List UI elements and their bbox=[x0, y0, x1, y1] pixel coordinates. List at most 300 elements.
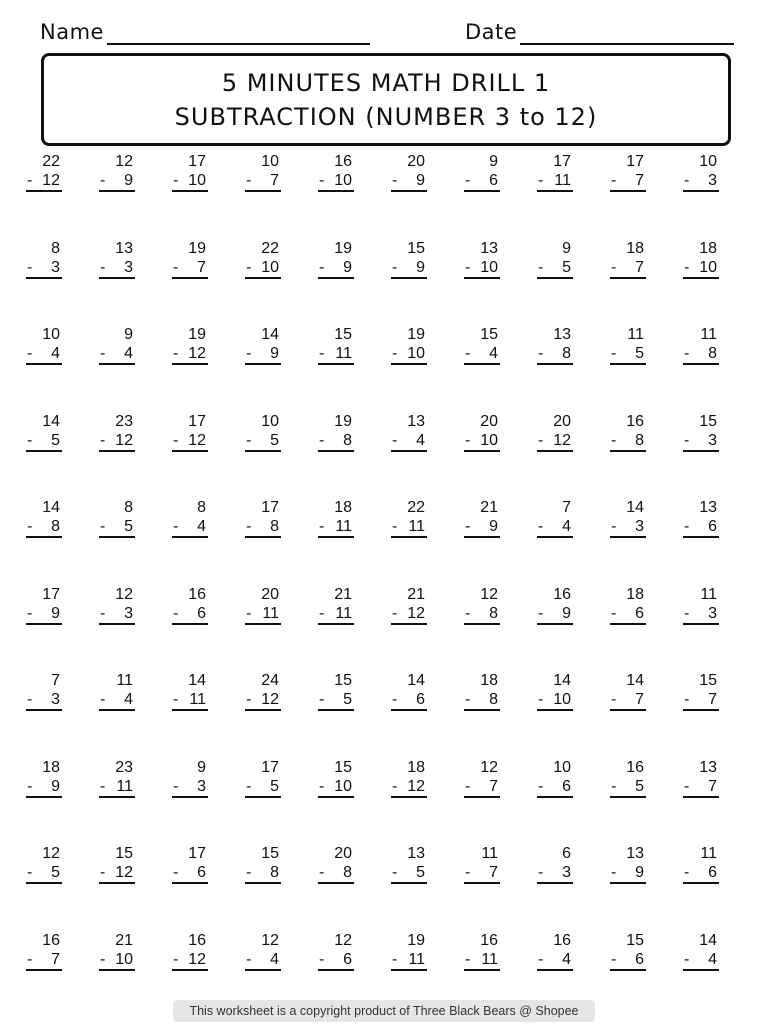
subtrahend-line bbox=[464, 344, 500, 365]
minuend: 10 bbox=[261, 412, 279, 430]
subtrahend: 4 bbox=[124, 691, 133, 708]
minus-sign: - bbox=[392, 777, 398, 795]
subtraction-problem[interactable] bbox=[172, 671, 208, 711]
minus-sign: - bbox=[465, 518, 471, 535]
minuend: 17 bbox=[626, 153, 644, 170]
subtraction-problem[interactable] bbox=[26, 585, 62, 625]
subtraction-problem[interactable] bbox=[172, 844, 208, 884]
problem-row bbox=[26, 671, 756, 758]
subtrahend: 5 bbox=[416, 864, 425, 881]
minus-sign: - bbox=[319, 431, 325, 449]
minus-sign: - bbox=[246, 691, 252, 708]
subtrahend-line bbox=[391, 517, 427, 538]
subtrahend: 5 bbox=[124, 518, 133, 535]
subtrahend: 3 bbox=[562, 864, 571, 881]
minuend: 12 bbox=[115, 585, 133, 603]
subtraction-problem[interactable] bbox=[318, 671, 354, 711]
subtraction-problem[interactable] bbox=[99, 239, 135, 279]
subtraction-problem[interactable] bbox=[683, 671, 719, 711]
subtraction-problem[interactable] bbox=[537, 412, 573, 452]
minus-sign: - bbox=[27, 691, 33, 708]
subtraction-problem[interactable] bbox=[99, 498, 135, 538]
minuend: 19 bbox=[407, 326, 425, 343]
subtraction-problem[interactable] bbox=[26, 671, 62, 711]
subtraction-problem[interactable] bbox=[172, 412, 208, 452]
subtraction-problem[interactable] bbox=[537, 585, 573, 625]
subtraction-problem[interactable] bbox=[172, 931, 208, 971]
subtrahend-line bbox=[26, 690, 62, 711]
minus-sign: - bbox=[684, 864, 690, 881]
subtrahend: 11 bbox=[335, 604, 352, 622]
minus-sign: - bbox=[100, 777, 106, 795]
subtrahend-line bbox=[172, 950, 208, 971]
subtraction-problem[interactable] bbox=[610, 931, 646, 971]
subtrahend: 9 bbox=[416, 172, 425, 189]
subtrahend: 12 bbox=[188, 431, 206, 449]
subtraction-problem[interactable] bbox=[610, 758, 646, 798]
minus-sign: - bbox=[246, 518, 252, 535]
minuend: 12 bbox=[42, 845, 60, 862]
subtrahend: 4 bbox=[708, 950, 717, 968]
subtraction-problem[interactable] bbox=[245, 325, 281, 365]
subtraction-problem[interactable] bbox=[99, 152, 135, 192]
minus-sign: - bbox=[100, 604, 106, 622]
subtraction-problem[interactable] bbox=[683, 758, 719, 798]
subtraction-problem[interactable] bbox=[99, 844, 135, 884]
subtraction-problem[interactable] bbox=[610, 671, 646, 711]
subtrahend: 9 bbox=[489, 518, 498, 535]
subtraction-problem[interactable] bbox=[610, 152, 646, 192]
minuend: 12 bbox=[480, 758, 498, 776]
minuend: 11 bbox=[700, 585, 717, 603]
subtrahend-line bbox=[26, 863, 62, 884]
subtraction-problem[interactable] bbox=[610, 585, 646, 625]
subtrahend-line bbox=[610, 431, 646, 452]
subtraction-problem[interactable] bbox=[537, 844, 573, 884]
subtraction-problem[interactable] bbox=[683, 844, 719, 884]
minuend: 10 bbox=[261, 153, 279, 170]
subtraction-problem[interactable] bbox=[537, 671, 573, 711]
problem-row bbox=[26, 152, 756, 239]
minus-sign: - bbox=[392, 604, 398, 622]
minuend: 17 bbox=[42, 585, 60, 603]
subtrahend-line bbox=[172, 604, 208, 625]
subtrahend: 11 bbox=[189, 691, 206, 708]
subtraction-problem[interactable] bbox=[464, 931, 500, 971]
minus-sign: - bbox=[246, 604, 252, 622]
minus-sign: - bbox=[611, 172, 617, 189]
minus-sign: - bbox=[27, 518, 33, 535]
subtrahend-line bbox=[99, 863, 135, 884]
minuend: 20 bbox=[261, 585, 279, 603]
subtraction-problem[interactable] bbox=[537, 239, 573, 279]
minus-sign: - bbox=[684, 258, 690, 276]
subtrahend-line bbox=[172, 258, 208, 279]
subtraction-problem[interactable] bbox=[391, 325, 427, 365]
subtraction-problem[interactable] bbox=[537, 931, 573, 971]
subtrahend: 6 bbox=[635, 950, 644, 968]
minus-sign: - bbox=[246, 345, 252, 362]
minuend: 19 bbox=[188, 326, 206, 343]
minuend: 23 bbox=[115, 758, 133, 776]
subtraction-problem[interactable] bbox=[26, 325, 62, 365]
minuend: 21 bbox=[480, 499, 498, 516]
subtrahend-line bbox=[99, 517, 135, 538]
subtrahend-line bbox=[318, 517, 354, 538]
minus-sign: - bbox=[538, 345, 544, 362]
subtrahend-line bbox=[245, 863, 281, 884]
subtraction-problem[interactable] bbox=[318, 152, 354, 192]
subtrahend-line bbox=[99, 258, 135, 279]
subtrahend: 4 bbox=[562, 950, 571, 968]
minus-sign: - bbox=[465, 777, 471, 795]
minus-sign: - bbox=[319, 864, 325, 881]
subtraction-problem[interactable] bbox=[464, 758, 500, 798]
subtrahend-line bbox=[610, 604, 646, 625]
problem-row bbox=[26, 498, 756, 585]
subtraction-problem[interactable] bbox=[391, 758, 427, 798]
subtrahend: 12 bbox=[115, 431, 133, 449]
minus-sign: - bbox=[611, 777, 617, 795]
subtraction-problem[interactable] bbox=[99, 931, 135, 971]
subtraction-problem[interactable] bbox=[464, 152, 500, 192]
subtraction-problem[interactable] bbox=[391, 671, 427, 711]
minus-sign: - bbox=[392, 431, 398, 449]
subtrahend-line bbox=[245, 344, 281, 365]
subtraction-problem[interactable] bbox=[537, 325, 573, 365]
minus-sign: - bbox=[465, 604, 471, 622]
minus-sign: - bbox=[465, 172, 471, 189]
minus-sign: - bbox=[465, 258, 471, 276]
subtraction-problem[interactable] bbox=[610, 498, 646, 538]
subtrahend-line bbox=[318, 344, 354, 365]
subtraction-problem[interactable] bbox=[26, 412, 62, 452]
minuend: 23 bbox=[115, 412, 133, 430]
minuend: 14 bbox=[42, 499, 60, 516]
subtrahend-line bbox=[683, 431, 719, 452]
subtrahend: 4 bbox=[489, 345, 498, 362]
minuend: 13 bbox=[553, 326, 571, 343]
subtrahend-line bbox=[318, 258, 354, 279]
minuend: 19 bbox=[407, 931, 425, 949]
subtrahend: 5 bbox=[635, 345, 644, 362]
subtrahend: 10 bbox=[480, 431, 498, 449]
subtraction-problem[interactable] bbox=[99, 325, 135, 365]
subtrahend: 5 bbox=[51, 431, 60, 449]
subtrahend-line bbox=[464, 690, 500, 711]
minuend: 21 bbox=[407, 585, 425, 603]
subtraction-problem[interactable] bbox=[391, 498, 427, 538]
subtrahend: 4 bbox=[270, 950, 279, 968]
minuend: 19 bbox=[334, 412, 352, 430]
problem-row bbox=[26, 844, 756, 931]
subtraction-problem[interactable] bbox=[464, 239, 500, 279]
minuend: 10 bbox=[699, 153, 717, 170]
subtraction-problem[interactable] bbox=[391, 585, 427, 625]
subtrahend: 9 bbox=[124, 172, 133, 189]
subtraction-problem[interactable] bbox=[245, 758, 281, 798]
name-label: Name bbox=[40, 20, 104, 44]
minuend: 9 bbox=[489, 153, 498, 170]
subtrahend-line bbox=[537, 431, 573, 452]
minus-sign: - bbox=[392, 518, 398, 535]
subtraction-problem[interactable] bbox=[99, 412, 135, 452]
minuend: 15 bbox=[334, 326, 352, 343]
minuend: 16 bbox=[188, 931, 206, 949]
minuend: 20 bbox=[480, 412, 498, 430]
minuend: 15 bbox=[480, 326, 498, 343]
minus-sign: - bbox=[538, 950, 544, 968]
subtraction-problem[interactable] bbox=[610, 844, 646, 884]
subtrahend-line bbox=[99, 950, 135, 971]
subtrahend-line bbox=[537, 950, 573, 971]
subtraction-problem[interactable] bbox=[245, 931, 281, 971]
subtrahend-line bbox=[245, 258, 281, 279]
minus-sign: - bbox=[538, 518, 544, 535]
subtraction-problem[interactable] bbox=[683, 498, 719, 538]
minus-sign: - bbox=[611, 431, 617, 449]
minus-sign: - bbox=[27, 604, 33, 622]
subtrahend: 11 bbox=[408, 518, 425, 535]
subtrahend-line bbox=[26, 258, 62, 279]
subtraction-problem[interactable] bbox=[537, 758, 573, 798]
subtrahend: 10 bbox=[261, 258, 279, 276]
subtraction-problem[interactable] bbox=[464, 412, 500, 452]
subtraction-problem[interactable] bbox=[610, 412, 646, 452]
subtraction-problem[interactable] bbox=[610, 325, 646, 365]
minuend: 18 bbox=[626, 239, 644, 257]
subtraction-problem[interactable] bbox=[172, 239, 208, 279]
subtraction-problem[interactable] bbox=[318, 758, 354, 798]
subtrahend-line bbox=[464, 258, 500, 279]
subtrahend-line bbox=[245, 431, 281, 452]
minus-sign: - bbox=[319, 950, 325, 968]
minus-sign: - bbox=[538, 691, 544, 708]
minuend: 20 bbox=[553, 412, 571, 430]
minuend: 22 bbox=[407, 499, 425, 516]
header-row bbox=[40, 18, 734, 46]
subtraction-problem[interactable] bbox=[172, 585, 208, 625]
problem-row bbox=[26, 325, 756, 412]
minus-sign: - bbox=[465, 864, 471, 881]
date-field-line[interactable] bbox=[520, 43, 734, 45]
subtraction-problem[interactable] bbox=[245, 844, 281, 884]
subtrahend: 12 bbox=[188, 950, 206, 968]
name-field-line[interactable] bbox=[107, 43, 370, 45]
subtraction-problem[interactable] bbox=[99, 585, 135, 625]
subtraction-problem[interactable] bbox=[172, 498, 208, 538]
minuend: 13 bbox=[699, 758, 717, 776]
subtrahend: 3 bbox=[124, 258, 133, 276]
minuend: 12 bbox=[334, 931, 352, 949]
minus-sign: - bbox=[611, 604, 617, 622]
minus-sign: - bbox=[538, 258, 544, 276]
minus-sign: - bbox=[538, 172, 544, 189]
subtraction-problem[interactable] bbox=[26, 931, 62, 971]
subtrahend: 7 bbox=[489, 777, 498, 795]
subtrahend: 8 bbox=[708, 345, 717, 362]
subtraction-problem[interactable] bbox=[391, 152, 427, 192]
subtraction-problem[interactable] bbox=[683, 931, 719, 971]
subtraction-problem[interactable] bbox=[26, 498, 62, 538]
minus-sign: - bbox=[319, 518, 325, 535]
minus-sign: - bbox=[173, 604, 179, 622]
subtrahend: 9 bbox=[416, 258, 425, 276]
subtrahend: 11 bbox=[116, 777, 133, 795]
subtrahend: 11 bbox=[408, 950, 425, 968]
subtraction-problem[interactable] bbox=[464, 585, 500, 625]
subtrahend-line bbox=[318, 950, 354, 971]
subtrahend: 12 bbox=[407, 777, 425, 795]
subtraction-problem[interactable] bbox=[683, 152, 719, 192]
subtraction-problem[interactable] bbox=[245, 239, 281, 279]
subtrahend: 12 bbox=[261, 691, 279, 708]
subtrahend-line bbox=[537, 344, 573, 365]
subtraction-problem[interactable] bbox=[245, 152, 281, 192]
subtraction-problem[interactable] bbox=[464, 671, 500, 711]
subtrahend-line bbox=[318, 171, 354, 192]
subtrahend: 6 bbox=[416, 691, 425, 708]
minuend: 18 bbox=[42, 758, 60, 776]
subtraction-problem[interactable] bbox=[683, 239, 719, 279]
minus-sign: - bbox=[684, 950, 690, 968]
subtrahend-line bbox=[245, 777, 281, 798]
subtraction-problem[interactable] bbox=[245, 671, 281, 711]
subtraction-problem[interactable] bbox=[172, 758, 208, 798]
subtrahend: 5 bbox=[635, 777, 644, 795]
problem-grid bbox=[26, 152, 756, 1017]
subtrahend: 3 bbox=[635, 518, 644, 535]
subtrahend: 9 bbox=[51, 777, 60, 795]
subtrahend-line bbox=[464, 777, 500, 798]
minus-sign: - bbox=[27, 172, 33, 189]
minus-sign: - bbox=[173, 258, 179, 276]
minus-sign: - bbox=[319, 172, 325, 189]
subtraction-problem[interactable] bbox=[26, 239, 62, 279]
minus-sign: - bbox=[246, 864, 252, 881]
minuend: 12 bbox=[115, 153, 133, 170]
subtrahend: 3 bbox=[708, 172, 717, 189]
subtrahend-line bbox=[99, 604, 135, 625]
subtraction-problem[interactable] bbox=[391, 844, 427, 884]
subtraction-problem[interactable] bbox=[683, 585, 719, 625]
minus-sign: - bbox=[465, 431, 471, 449]
subtraction-problem[interactable] bbox=[318, 844, 354, 884]
subtraction-problem[interactable] bbox=[683, 412, 719, 452]
subtrahend-line bbox=[537, 604, 573, 625]
minuend: 12 bbox=[261, 931, 279, 949]
subtraction-problem[interactable] bbox=[99, 758, 135, 798]
subtrahend: 9 bbox=[635, 864, 644, 881]
subtraction-problem[interactable] bbox=[318, 412, 354, 452]
subtraction-problem[interactable] bbox=[464, 498, 500, 538]
subtraction-problem[interactable] bbox=[99, 671, 135, 711]
minus-sign: - bbox=[246, 950, 252, 968]
minus-sign: - bbox=[173, 864, 179, 881]
minuend: 19 bbox=[188, 239, 206, 257]
problem-row bbox=[26, 239, 756, 326]
subtrahend-line bbox=[464, 171, 500, 192]
minus-sign: - bbox=[27, 345, 33, 362]
subtrahend: 5 bbox=[343, 691, 352, 708]
subtrahend: 10 bbox=[334, 777, 352, 795]
subtrahend-line bbox=[610, 258, 646, 279]
minuend: 9 bbox=[562, 239, 571, 257]
subtraction-problem[interactable] bbox=[245, 498, 281, 538]
subtraction-problem[interactable] bbox=[464, 844, 500, 884]
subtraction-problem[interactable] bbox=[537, 498, 573, 538]
minuend: 22 bbox=[42, 153, 60, 170]
minuend: 16 bbox=[626, 412, 644, 430]
subtrahend: 9 bbox=[562, 604, 571, 622]
subtraction-problem[interactable] bbox=[245, 585, 281, 625]
subtrahend: 4 bbox=[124, 345, 133, 362]
subtraction-problem[interactable] bbox=[318, 931, 354, 971]
minuend: 9 bbox=[197, 758, 206, 776]
subtraction-problem[interactable] bbox=[26, 152, 62, 192]
subtraction-problem[interactable] bbox=[26, 758, 62, 798]
subtraction-problem[interactable] bbox=[172, 152, 208, 192]
subtrahend-line bbox=[26, 950, 62, 971]
minuend: 13 bbox=[699, 499, 717, 516]
subtraction-problem[interactable] bbox=[318, 498, 354, 538]
subtraction-problem[interactable] bbox=[391, 412, 427, 452]
subtraction-problem[interactable] bbox=[537, 152, 573, 192]
minuend: 18 bbox=[699, 239, 717, 257]
minus-sign: - bbox=[538, 777, 544, 795]
subtraction-problem[interactable] bbox=[318, 585, 354, 625]
subtrahend-line bbox=[172, 777, 208, 798]
minus-sign: - bbox=[27, 258, 33, 276]
minuend: 16 bbox=[480, 931, 498, 949]
subtraction-problem[interactable] bbox=[318, 239, 354, 279]
subtrahend-line bbox=[245, 517, 281, 538]
minuend: 15 bbox=[261, 845, 279, 862]
subtrahend: 3 bbox=[197, 777, 206, 795]
subtraction-problem[interactable] bbox=[683, 325, 719, 365]
subtraction-problem[interactable] bbox=[464, 325, 500, 365]
subtrahend: 11 bbox=[481, 950, 498, 968]
minuend: 13 bbox=[407, 845, 425, 862]
subtraction-problem[interactable] bbox=[610, 239, 646, 279]
subtrahend-line bbox=[391, 863, 427, 884]
subtraction-problem[interactable] bbox=[391, 931, 427, 971]
minuend: 11 bbox=[627, 326, 644, 343]
subtraction-problem[interactable] bbox=[172, 325, 208, 365]
minuend: 16 bbox=[42, 931, 60, 949]
minuend: 11 bbox=[700, 845, 717, 862]
subtrahend: 12 bbox=[42, 172, 60, 189]
minus-sign: - bbox=[392, 345, 398, 362]
subtraction-problem[interactable] bbox=[391, 239, 427, 279]
minus-sign: - bbox=[246, 258, 252, 276]
subtrahend: 9 bbox=[51, 604, 60, 622]
minus-sign: - bbox=[465, 950, 471, 968]
minus-sign: - bbox=[100, 172, 106, 189]
minus-sign: - bbox=[684, 777, 690, 795]
subtraction-problem[interactable] bbox=[26, 844, 62, 884]
subtrahend-line bbox=[245, 950, 281, 971]
subtraction-problem[interactable] bbox=[318, 325, 354, 365]
subtrahend-line bbox=[99, 171, 135, 192]
minus-sign: - bbox=[392, 258, 398, 276]
subtrahend: 7 bbox=[197, 258, 206, 276]
problem-row bbox=[26, 412, 756, 499]
subtraction-problem[interactable] bbox=[245, 412, 281, 452]
minuend: 19 bbox=[334, 239, 352, 257]
subtrahend: 12 bbox=[407, 604, 425, 622]
minus-sign: - bbox=[100, 518, 106, 535]
